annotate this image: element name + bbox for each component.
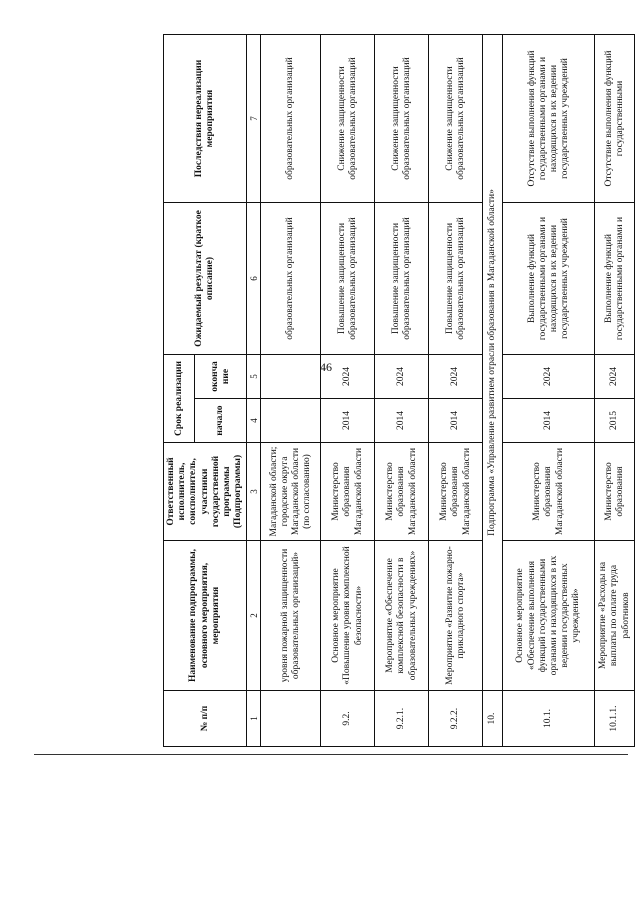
row-num: 10.1. (503, 691, 595, 747)
row-end (261, 355, 321, 399)
header-responsible: Ответственный исполнитель, соисполнитель, участники государственной программы (Подпрограммы) (164, 443, 247, 541)
row-num: 9.2.2. (429, 691, 483, 747)
header-num: № п/п (164, 691, 247, 747)
row-num: 9.2.1. (375, 691, 429, 747)
row-end: 2024 (375, 355, 429, 399)
col-number: 1 (247, 691, 261, 747)
row-end: 2024 (595, 355, 635, 399)
page-number: 46 (320, 360, 332, 374)
col-number: 3 (247, 443, 261, 541)
row-num (261, 691, 321, 747)
row-name: уровня пожарной защищенности образовательных организаций» (261, 541, 321, 691)
row-consequence: Снижение защищенности образовательных организаций (375, 35, 429, 203)
row-num: 10.1.1. (595, 691, 635, 747)
header-consequence: Последствия нереализации мероприятия (164, 35, 247, 203)
table-row (321, 35, 375, 747)
col-number: 7 (247, 35, 261, 203)
table-row (261, 35, 321, 747)
footer-divider (34, 754, 628, 755)
col-number: 4 (247, 399, 261, 443)
row-start: 2014 (503, 399, 595, 443)
subprogram-row (483, 35, 503, 747)
row-num: 9.2. (321, 691, 375, 747)
row-consequence: Отсутствие выполнения функций государственными (595, 35, 635, 203)
row-end: 2024 (321, 355, 375, 399)
subprogram-num: 10. (483, 691, 503, 747)
table-row (375, 35, 429, 747)
row-result: Повышение защищенности образовательных организаций (429, 203, 483, 355)
subprogram-title: Подпрограмма «Управление развитием отрасли образования в Магаданской области» (483, 35, 503, 691)
col-number: 6 (247, 203, 261, 355)
row-start: 2015 (595, 399, 635, 443)
row-responsible: Министерство образования Магаданской области (429, 443, 483, 541)
row-consequence: образовательных организаций (261, 35, 321, 203)
row-result: Выполнение функций государственными органами и находящихся в их ведении государственных учреждений (503, 203, 595, 355)
header-result: Ожидаемый результат (краткое описание) (164, 203, 247, 355)
row-end: 2024 (503, 355, 595, 399)
row-name: Основное мероприятие «Обеспечение выполнения функций государственными органами и находящихся в их ведении государственных учреждений» (503, 541, 595, 691)
row-name: Мероприятие «Обеспечение комплексной безопасности в образовательных учреждениях» (375, 541, 429, 691)
measures-table (163, 34, 635, 747)
row-name: Мероприятие «Расходы на выплаты по оплате труда работников (595, 541, 635, 691)
row-start: 2014 (375, 399, 429, 443)
row-end: 2024 (429, 355, 483, 399)
row-consequence: Снижение защищенности образовательных организаций (429, 35, 483, 203)
row-name: Основное мероприятие «Повышение уровня комплексной безопасности» (321, 541, 375, 691)
row-responsible: Министерство образования Магаданской области (321, 443, 375, 541)
row-responsible: Министерство образования Магаданской области (503, 443, 595, 541)
row-name: Мероприятие «Развитие пожарно-прикладного спорта» (429, 541, 483, 691)
row-result: Выполнение функций государственными органами и (595, 203, 635, 355)
row-result: Повышение защищенности образовательных организаций (375, 203, 429, 355)
table-row (503, 35, 595, 747)
rotated-table-container (163, 35, 631, 747)
row-start: 2014 (429, 399, 483, 443)
row-start (261, 399, 321, 443)
col-number: 5 (247, 355, 261, 399)
header-start: начало (195, 399, 247, 443)
row-start: 2014 (321, 399, 375, 443)
row-responsible: Министерство образования Магаданской области (375, 443, 429, 541)
header-name: Наименование подпрограммы, основного мероприятия, мероприятия (164, 541, 247, 691)
row-responsible: Министерство образования (595, 443, 635, 541)
row-consequence: Отсутствие выполнения функций государственными органами и находящихся в их ведении государственных учреждений (503, 35, 595, 203)
table-row (595, 35, 635, 747)
row-result: образовательных организаций (261, 203, 321, 355)
header-term: Срок реализации (164, 355, 195, 443)
table-row (429, 35, 483, 747)
row-responsible: Магаданской области; городские округа Магаданской области (по согласованию) (261, 443, 321, 541)
row-result: Повышение защищенности образовательных организаций (321, 203, 375, 355)
row-consequence: Снижение защищенности образовательных организаций (321, 35, 375, 203)
header-end: оконча ние (195, 355, 247, 399)
col-number: 2 (247, 541, 261, 691)
